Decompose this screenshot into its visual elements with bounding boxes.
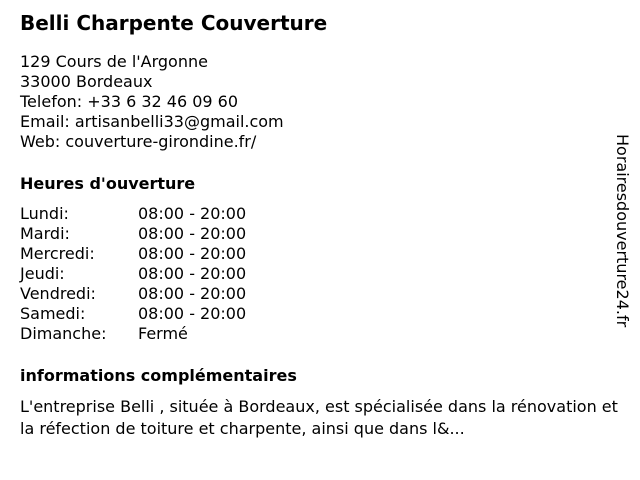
hours-row-thursday bbox=[20, 264, 610, 284]
hours-day: Samedi: bbox=[20, 304, 86, 323]
hours-day: Mercredi: bbox=[20, 244, 95, 263]
business-name: Belli Charpente Couverture bbox=[20, 11, 328, 35]
business-card bbox=[20, 10, 618, 440]
hours-day: Mardi: bbox=[20, 224, 70, 243]
hours-time: 08:00 - 20:00 bbox=[138, 224, 247, 243]
website-line[interactable]: Web: couverture-girondine.fr/ bbox=[20, 132, 257, 151]
additional-info-heading: informations complémentaires bbox=[20, 366, 297, 385]
hours-row-friday bbox=[20, 284, 610, 304]
hours-time: 08:00 - 20:00 bbox=[138, 304, 247, 323]
hours-time: 08:00 - 20:00 bbox=[138, 204, 247, 223]
hours-day: Jeudi: bbox=[20, 264, 65, 283]
hours-row-sunday bbox=[20, 324, 610, 344]
address-street: 129 Cours de l'Argonne bbox=[20, 52, 208, 71]
hours-time: 08:00 - 20:00 bbox=[138, 284, 247, 303]
hours-time: 08:00 - 20:00 bbox=[138, 244, 247, 263]
hours-day: Lundi: bbox=[20, 204, 69, 223]
watermark-text: Horairesdouverture24.fr bbox=[613, 134, 632, 328]
hours-day: Dimanche: bbox=[20, 324, 107, 343]
opening-hours-heading: Heures d'ouverture bbox=[20, 174, 196, 193]
opening-hours-table bbox=[20, 204, 610, 344]
address-city: 33000 Bordeaux bbox=[20, 72, 153, 91]
phone-line[interactable]: Telefon: +33 6 32 46 09 60 bbox=[20, 92, 239, 111]
hours-row-wednesday bbox=[20, 244, 610, 264]
hours-time: Fermé bbox=[138, 324, 188, 343]
hours-row-tuesday bbox=[20, 224, 610, 244]
hours-row-monday bbox=[20, 204, 610, 224]
hours-row-saturday bbox=[20, 304, 610, 324]
hours-day: Vendredi: bbox=[20, 284, 96, 303]
hours-time: 08:00 - 20:00 bbox=[138, 264, 247, 283]
email-line[interactable]: Email: artisanbelli33@gmail.com bbox=[20, 112, 284, 131]
business-description: L'entreprise Belli , située à Bordeaux, est spécialisée dans la rénovation et la réfection de toiture et charpente, ainsi que dans l&... bbox=[20, 397, 618, 438]
